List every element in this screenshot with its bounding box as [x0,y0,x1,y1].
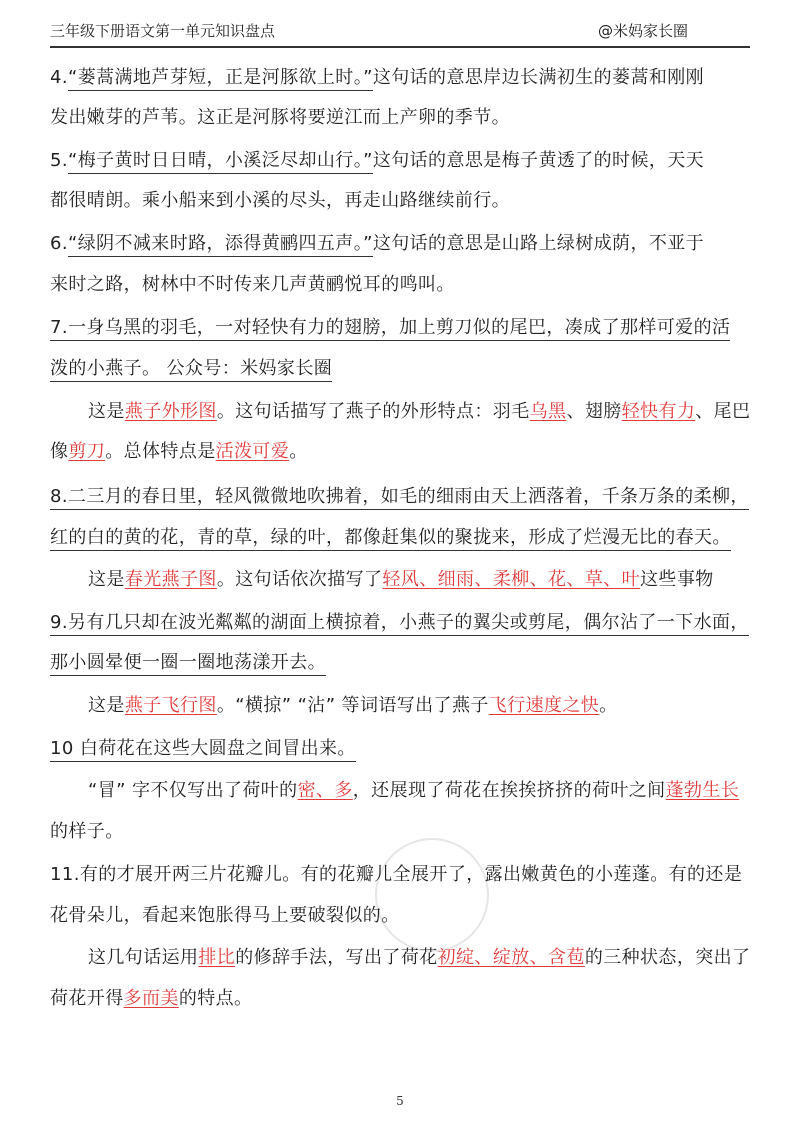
keyword: 排比 [198,947,236,968]
keyword: 轻风、细雨、柔柳、花、草、叶 [382,569,641,590]
keyword: 燕子飞行图 [124,695,217,716]
text: 像 [50,441,69,462]
text: 。“横掠” “沾” 等词语写出了燕子 [216,695,489,716]
item-6-line-1 [50,232,760,256]
item-7-line-1 [50,316,760,340]
item-8-sentence-2: 红的白的黄的花，青的草，绿的叶，都像赶集似的聚拢来，形成了烂漫无比的春天。 [50,527,731,551]
item-11-analysis-2 [50,987,760,1011]
keyword: 初绽、绽放、含苞 [437,947,585,968]
text: 的特点。 [178,988,253,1009]
item-5-line-1 [50,149,760,173]
text: 这几句话运用 [88,947,199,968]
keyword: 剪刀 [68,441,106,462]
item-7-analysis-2 [50,440,760,464]
text: 、尾巴 [695,401,751,422]
text: 这是 [88,401,125,422]
item-11-line-2: 花骨朵儿，看起来饱胀得马上要破裂似的。 [50,905,400,926]
text: 、翅膀 [566,401,622,422]
text: 。 [599,695,618,716]
item-5-quote: “梅子黄时日日晴，小溪泛尽却山行。” [68,150,373,174]
item-9-line-1 [50,611,760,635]
keyword: 活泼可爱 [215,441,290,462]
keyword: 轻快有力 [621,401,696,422]
keyword: 多而美 [123,988,179,1009]
text: “冒” 字不仅写出了荷叶的 [88,780,298,801]
item-9-line-2 [50,651,760,675]
keyword: 密、多 [297,780,353,801]
item-4-line-2: 发出嫩芽的芦苇。这正是河豚将要逆江而上产卵的季节。 [50,107,510,128]
keyword: 春光燕子图 [124,569,217,590]
item-9-sentence-2: 那小圆晕便一圈一圈地荡漾开去。 [50,652,326,676]
header-title: 三年级下册语文第一单元知识盘点 [50,22,276,40]
item-4-explain: 这句话的意思岸边长满初生的蒌蒿和刚刚 [372,67,705,88]
item-6-quote: “绿阴不减来时路，添得黄鹂四五声。” [68,233,373,257]
text: 。总体特点是 [105,441,216,462]
item-4-line-1 [50,66,760,90]
text: 荷花开得 [50,988,124,1009]
item-10-line-1 [50,737,760,761]
item-4-number: 4. [50,67,68,88]
keyword: 蓬勃生长 [665,780,740,801]
text: 这是 [88,695,125,716]
item-10-analysis-1 [88,779,798,803]
item-10-analysis-2: 的样子。 [50,821,124,842]
item-6-line-2: 来时之路，树林中不时传来几声黄鹂悦耳的鸣叫。 [50,274,455,295]
item-4-quote: “蒌蒿满地芦芽短，正是河豚欲上时。” [68,67,373,91]
item-8-line-2 [50,526,760,550]
item-7-sentence-1: 7.一身乌黑的羽毛，一对轻快有力的翅膀，加上剪刀似的尾巴，凑成了那样可爱的活 [50,317,730,341]
item-6-explain: 这句话的意思是山路上绿树成荫，不亚于 [372,233,705,254]
item-5-number: 5. [50,150,68,171]
item-9-sentence-1: 9.另有几只却在波光粼粼的湖面上横掠着，小燕子的翼尖或剪尾，偶尔沾了一下水面， [50,612,749,636]
item-6-number: 6. [50,233,68,254]
text: 的三种状态，突出了 [584,947,751,968]
item-7-line-2 [50,357,760,381]
item-8-line-1 [50,485,760,509]
item-5-explain: 这句话的意思是梅子黄透了的时候，天天 [372,150,705,171]
text: 。这句话描写了燕子的外形特点：羽毛 [216,401,530,422]
item-11-line-1: 11.有的才展开两三片花瓣儿。有的花瓣儿全展开了，露出嫩黄色的小莲蓬。有的还是 [50,864,743,885]
text: 。这句话依次描写了 [216,569,383,590]
item-7-analysis-1 [88,400,798,424]
item-7-sentence-2: 泼的小燕子。 公众号：米妈家长圈 [50,358,332,382]
item-5-line-2: 都很晴朗。乘小船来到小溪的尽头，再走山路继续前行。 [50,190,510,211]
header-brand: @米妈家长圈 [597,22,688,40]
text: 这些事物 [640,569,714,590]
text: 的修辞手法，写出了荷花 [235,947,438,968]
keyword: 燕子外形图 [124,401,217,422]
item-9-analysis [88,694,798,718]
text: ，还展现了荷花在挨挨挤挤的荷叶之间 [352,780,666,801]
item-8-analysis [88,568,798,592]
text: 。 [289,441,308,462]
item-8-sentence-1: 8.二三月的春日里，轻风微微地吹拂着，如毛的细雨由天上洒落着，千条万条的柔柳， [50,486,749,510]
text: 这是 [88,569,125,590]
keyword: 乌黑 [529,401,567,422]
page-number: 5 [396,1094,404,1108]
keyword: 飞行速度之快 [488,695,600,716]
item-10-sentence: 10 白荷花在这些大圆盘之间冒出来。 [50,738,356,762]
page-header [50,16,750,48]
